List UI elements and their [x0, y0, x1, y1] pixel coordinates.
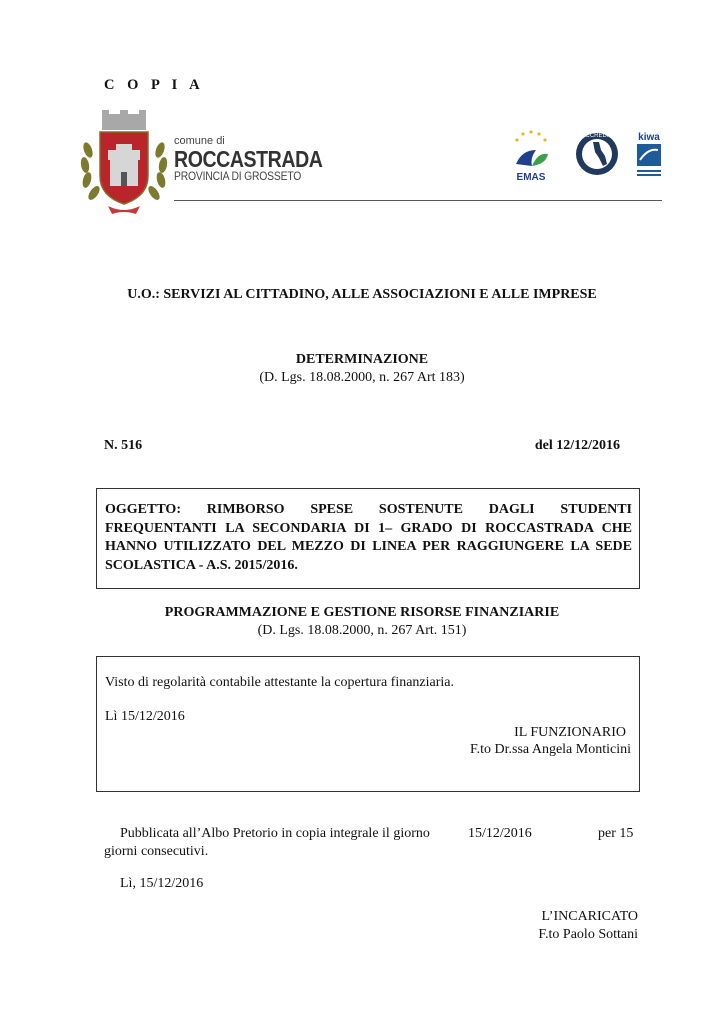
publication-text-continuation: giorni consecutivi.	[104, 844, 209, 859]
accredia-logo	[575, 128, 619, 180]
financial-section-title: PROGRAMMAZIONE E GESTIONE RISORSE FINANZIARIE	[164, 605, 560, 620]
official-role: IL FUNZIONARIO	[514, 725, 626, 740]
municipality-wordmark	[174, 135, 349, 184]
subject-text: OGGETTO: RIMBORSO SPESE SOSTENUTE DAGLI STUDENTI FREQUENTANTI LA SECONDARIA DI 1– GRADO DI ROCCASTRADA CHE HANNO UTILIZZATO DEL MEZZO DI LINEA PER RAGGIUNGERE LA SEDE SCOLASTICA - A.S. 2015/2016.	[105, 502, 632, 573]
publication-place-date: Lì, 15/12/2016	[120, 876, 204, 891]
accredia-label: ACCREDIA	[581, 133, 613, 139]
determination-law-reference: (D. Lgs. 18.08.2000, n. 267 Art 183)	[259, 370, 465, 385]
emas-logo	[508, 128, 554, 184]
financial-section-law-reference: (D. Lgs. 18.08.2000, n. 267 Art. 151)	[257, 623, 467, 638]
publication-text: Pubblicata all’Albo Pretorio in copia integrale il giorno	[120, 826, 430, 841]
kiwa-label: kiwa	[638, 132, 660, 143]
logo-line-roccastrada: ROCCASTRADA	[174, 146, 323, 172]
copy-label: C O P I A	[104, 77, 205, 93]
appointee-role: L’INCARICATO	[541, 909, 638, 924]
accounting-approval-text: Visto di regolarità contabile attestante la copertura finanziaria.	[105, 675, 455, 690]
publication-date: 15/12/2016	[468, 826, 532, 841]
logo-line-provincia: PROVINCIA DI GROSSETO	[174, 171, 302, 183]
roccastrada-crest-logo	[78, 110, 170, 218]
publication-duration: per 15	[598, 826, 634, 841]
kiwa-logo	[634, 130, 664, 182]
determination-number: N. 516	[104, 438, 143, 453]
approval-place-date: Lì 15/12/2016	[105, 709, 185, 724]
logo-line-comune: comune di	[174, 135, 225, 147]
emas-label: EMAS	[516, 172, 546, 183]
determination-title: DETERMINAZIONE	[295, 352, 429, 367]
determination-date: del 12/12/2016	[534, 438, 620, 453]
appointee-signature: F.to Paolo Sottani	[538, 927, 638, 942]
subject-box	[96, 488, 640, 589]
official-signature: F.to Dr.ssa Angela Monticini	[469, 742, 631, 757]
header-divider	[174, 200, 662, 201]
organizational-unit-heading: U.O.: SERVIZI AL CITTADINO, ALLE ASSOCIAZIONI E ALLE IMPRESE	[127, 287, 597, 302]
accounting-approval-box	[96, 656, 640, 792]
